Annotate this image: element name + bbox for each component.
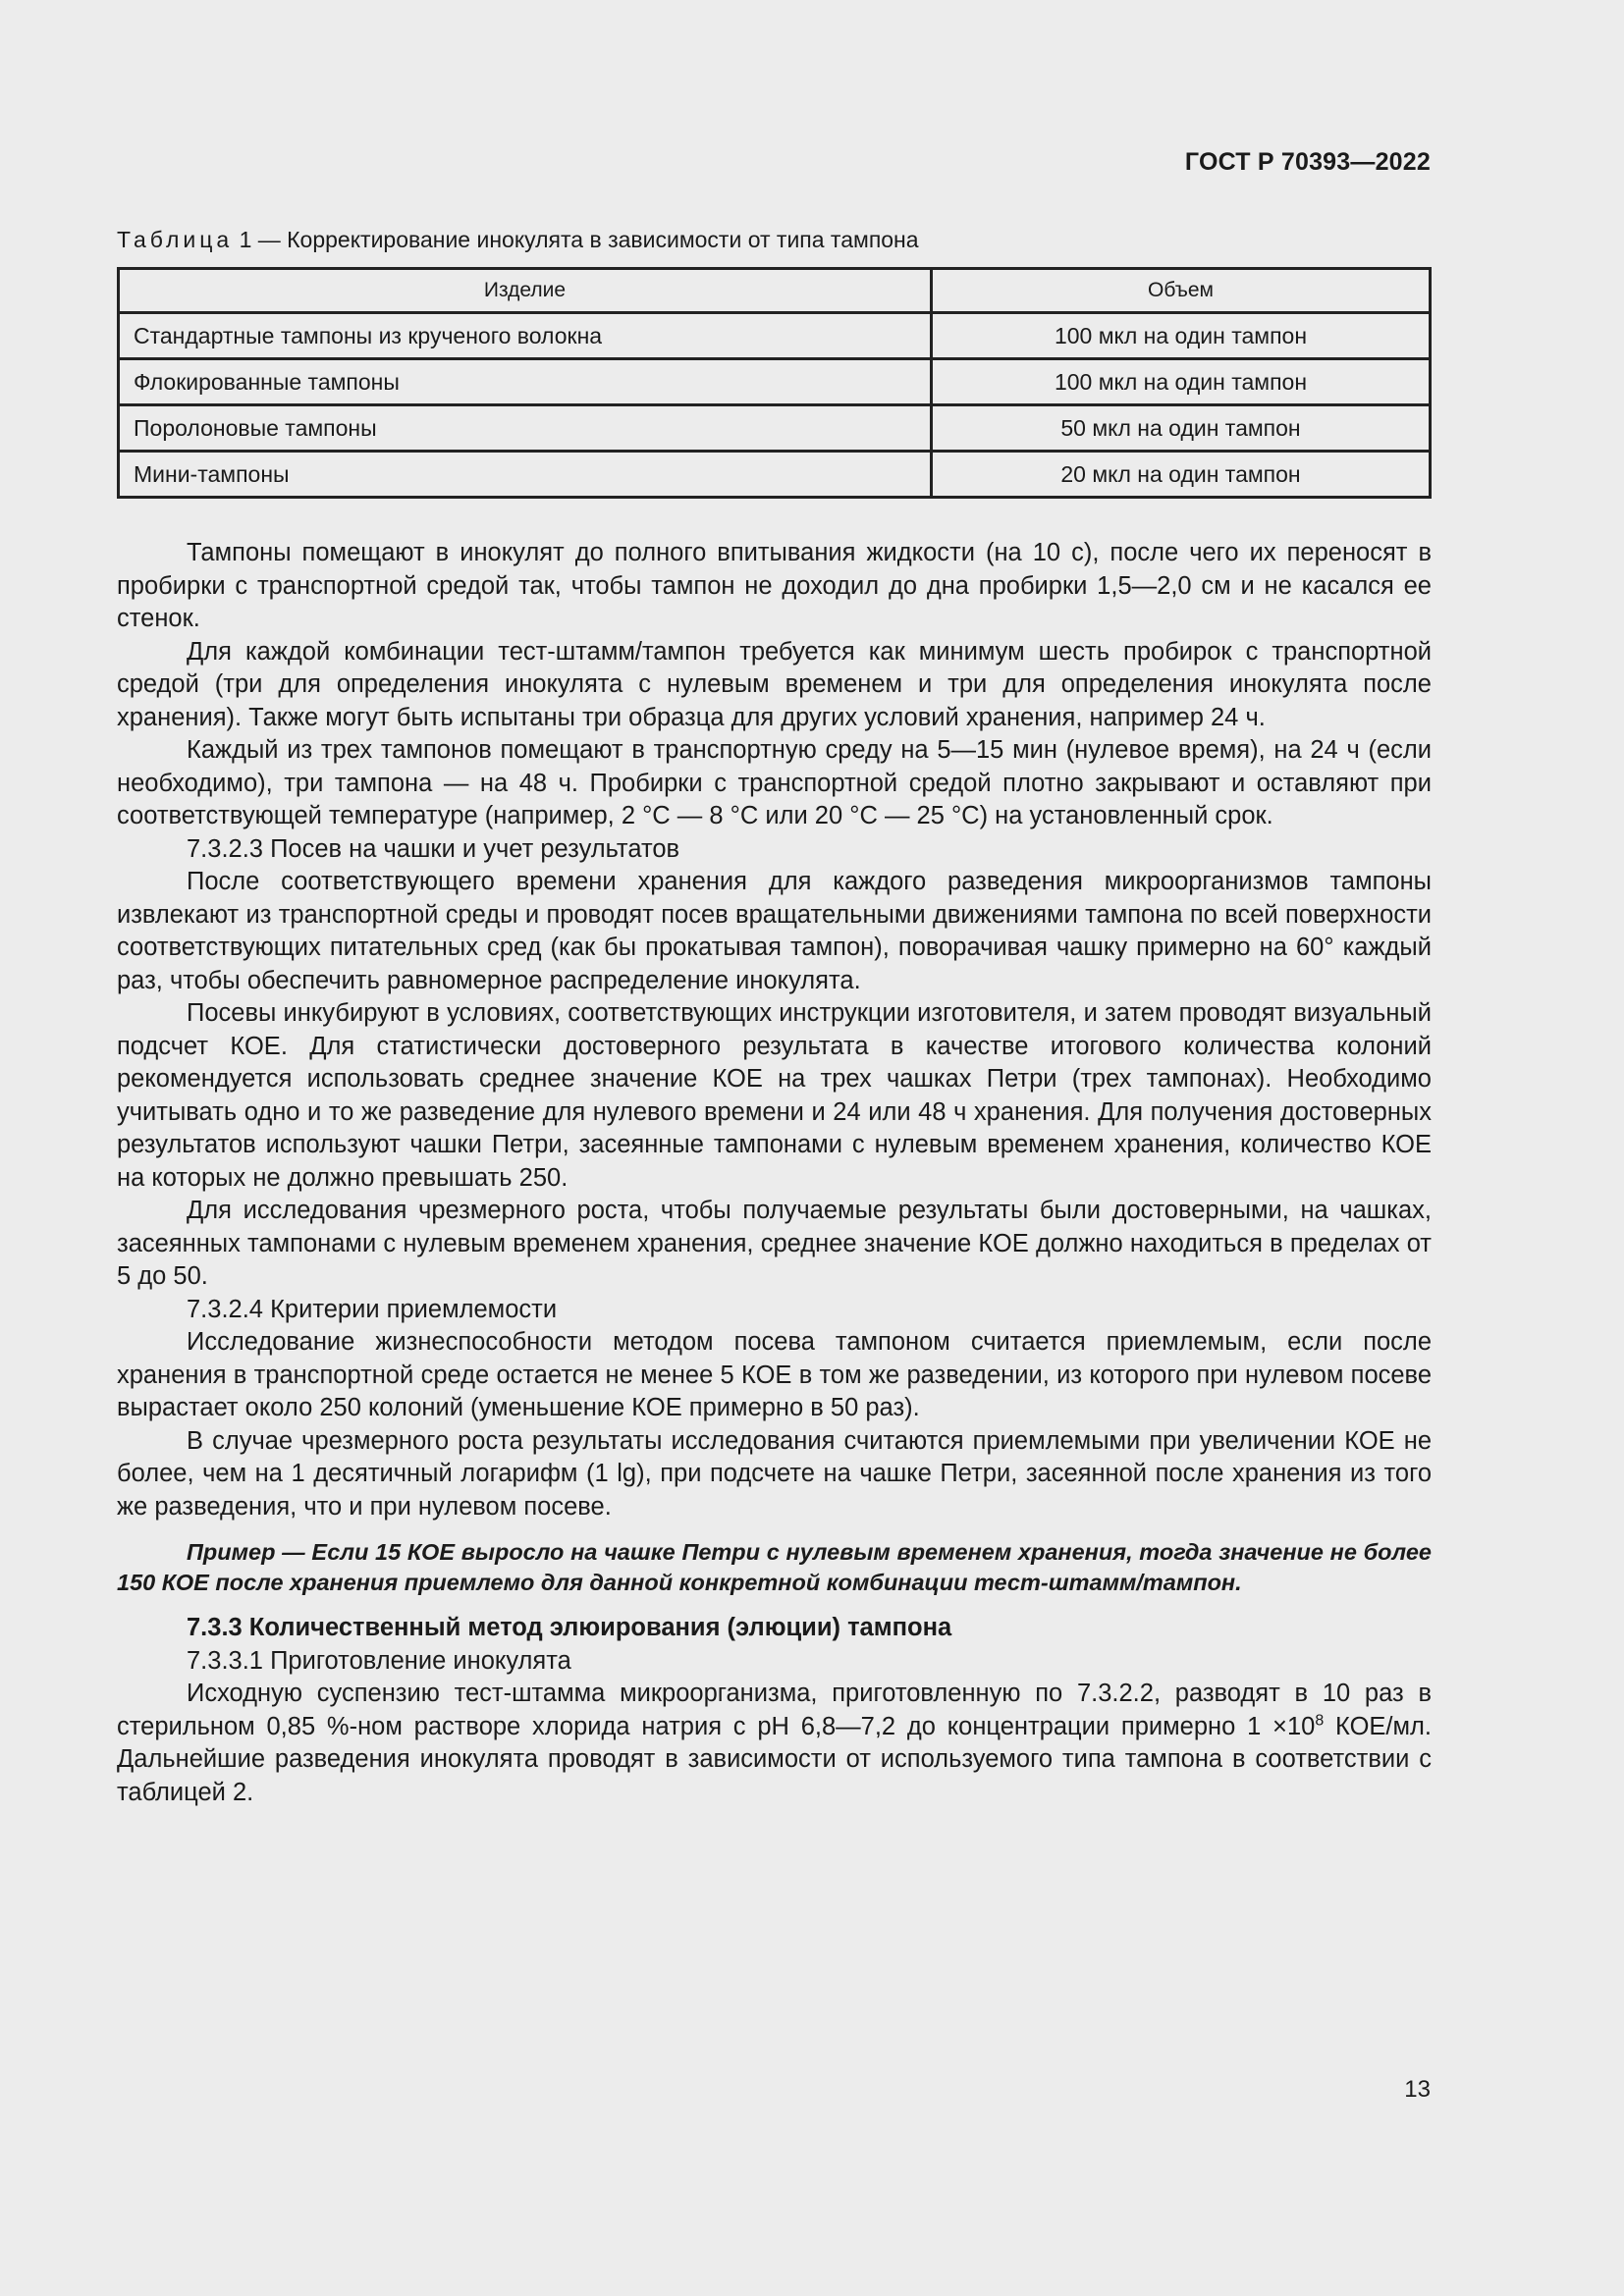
table-row — [119, 313, 1431, 359]
table-caption-text: 1 — Корректирование инокулята в зависимости от типа тампона — [233, 227, 919, 252]
paragraph-part: Исходную суспензию тест-штамма микроорганизма, приготовленную по 7.3.2.2, разводят в 10 раз в стерильном 0,85 %-ном растворе хлорида натрия с рН 6,8—7,2 до концентрации примерно 1 ×10 — [117, 1680, 1432, 1740]
table-header-product: Изделие — [119, 269, 932, 313]
table-row — [119, 359, 1431, 405]
paragraph: Каждый из трех тампонов помещают в транспортную среду на 5—15 мин (нулевое время), на 24 ч (если необходимо), три тампона — на 48 ч. Пробирки с транспортной средой плотно закрывают и оставляют при соответствующей температуре (например, 2 °С — 8 °С или 20 °С — 25 °С) на установленный срок. — [117, 736, 1432, 829]
table-cell-volume: 50 мкл на один тампон — [932, 405, 1431, 452]
table-header-volume: Объем — [932, 269, 1431, 313]
table-cell-volume: 20 мкл на один тампон — [932, 452, 1431, 498]
table-row — [119, 452, 1431, 498]
body-text — [117, 537, 1432, 1809]
page-number: 13 — [1404, 2076, 1431, 2103]
superscript-exponent: 8 — [1315, 1712, 1325, 1729]
section-heading: 7.3.2.4 Критерии приемлемости — [187, 1295, 558, 1323]
swab-volume-table — [117, 267, 1432, 499]
table-cell-volume: 100 мкл на один тампон — [932, 359, 1431, 405]
table-cell-product: Поролоновые тампоны — [119, 405, 932, 452]
paragraph: Тампоны помещают в инокулят до полного впитывания жидкости (на 10 с), после чего их переносят в пробирки с транспортной средой так, чтобы тампон не доходил до дна пробирки 1,5—2,0 см и не касался ее стенок. — [117, 539, 1432, 632]
paragraph-part: КОЕ/мл. Дальнейшие разведения инокулята проводят в зависимости от используемого типа тампона в соответствии с таблицей 2. — [117, 1712, 1432, 1806]
paragraph: Для каждой комбинации тест-штамм/тампон требуется как минимум шесть пробирок с транспортной средой (три для определения инокулята с нулевым временем и три для определения инокулята после хранения). Также могут быть испытаны три образца для других условий хранения, например 24 ч. — [117, 637, 1432, 731]
section-heading: 7.3.3.1 Приготовление инокулята — [187, 1646, 571, 1675]
table-cell-product: Мини-тампоны — [119, 452, 932, 498]
table-cell-product: Стандартные тампоны из крученого волокна — [119, 313, 932, 359]
paragraph — [117, 1678, 1432, 1809]
paragraph: После соответствующего времени хранения для каждого разведения микроорганизмов тампоны извлекают из транспортной среды и проводят посев вращательными движениями тампона по всей поверхности соответствующих питательных сред (как бы прокатывая тампон), поворачивая чашку примерно на 60° каждый раз, чтобы обеспечить равномерное распределение инокулята. — [117, 868, 1432, 994]
paragraph: Для исследования чрезмерного роста, чтобы получаемые результаты были достоверными, на чашках, засеянных тампонами с нулевым временем хранения, среднее значение КОЕ должно находиться в пределах от 5 до 50. — [117, 1197, 1432, 1290]
table-row — [119, 405, 1431, 452]
table-caption — [117, 227, 919, 253]
example-note: Пример — Если 15 КОЕ выросло на чашке Петри с нулевым временем хранения, тогда значение не более 150 КОЕ после хранения приемлемо для данной конкретной комбинации тест-штамм/тампон. — [117, 1539, 1432, 1595]
document-header: ГОСТ Р 70393—2022 — [1184, 148, 1431, 176]
section-heading: 7.3.2.3 Посев на чашки и учет результатов — [187, 834, 680, 863]
paragraph: В случае чрезмерного роста результаты исследования считаются приемлемыми при увеличении КОЕ не более, чем на 1 десятичный логарифм (1 lg), при подсчете на чашке Петри, засеянной после хранения из того же разведения, что и при нулевом посеве. — [117, 1426, 1432, 1521]
table-cell-product: Флокированные тампоны — [119, 359, 932, 405]
paragraph: Исследование жизнеспособности методом посева тампоном считается приемлемым, если после хранения в транспортной среде остается не менее 5 КОЕ в том же разведении, из которого при нулевом посеве вырастает около 250 колоний (уменьшение КОЕ примерно в 50 раз). — [117, 1328, 1432, 1421]
paragraph: Посевы инкубируют в условиях, соответствующих инструкции изготовителя, и затем проводят визуальный подсчет КОЕ. Для статистически достоверного результата в качестве итогового количества колоний рекомендуется использовать среднее значение КОЕ на трех чашках Петри (трех тампонах). Необходимо учитывать одно и то же разведение для нулевого времени и 24 или 48 ч хранения. Для получения достоверных результатов используют чашки Петри, засеянные тампонами с нулевым временем хранения, количество КОЕ на которых не должно превышать 250. — [117, 999, 1432, 1192]
section-heading-bold: 7.3.3 Количественный метод элюирования (элюции) тампона — [187, 1614, 952, 1641]
table-header-row — [119, 269, 1431, 313]
table-caption-prefix: Таблица — [117, 227, 234, 252]
table-cell-volume: 100 мкл на один тампон — [932, 313, 1431, 359]
